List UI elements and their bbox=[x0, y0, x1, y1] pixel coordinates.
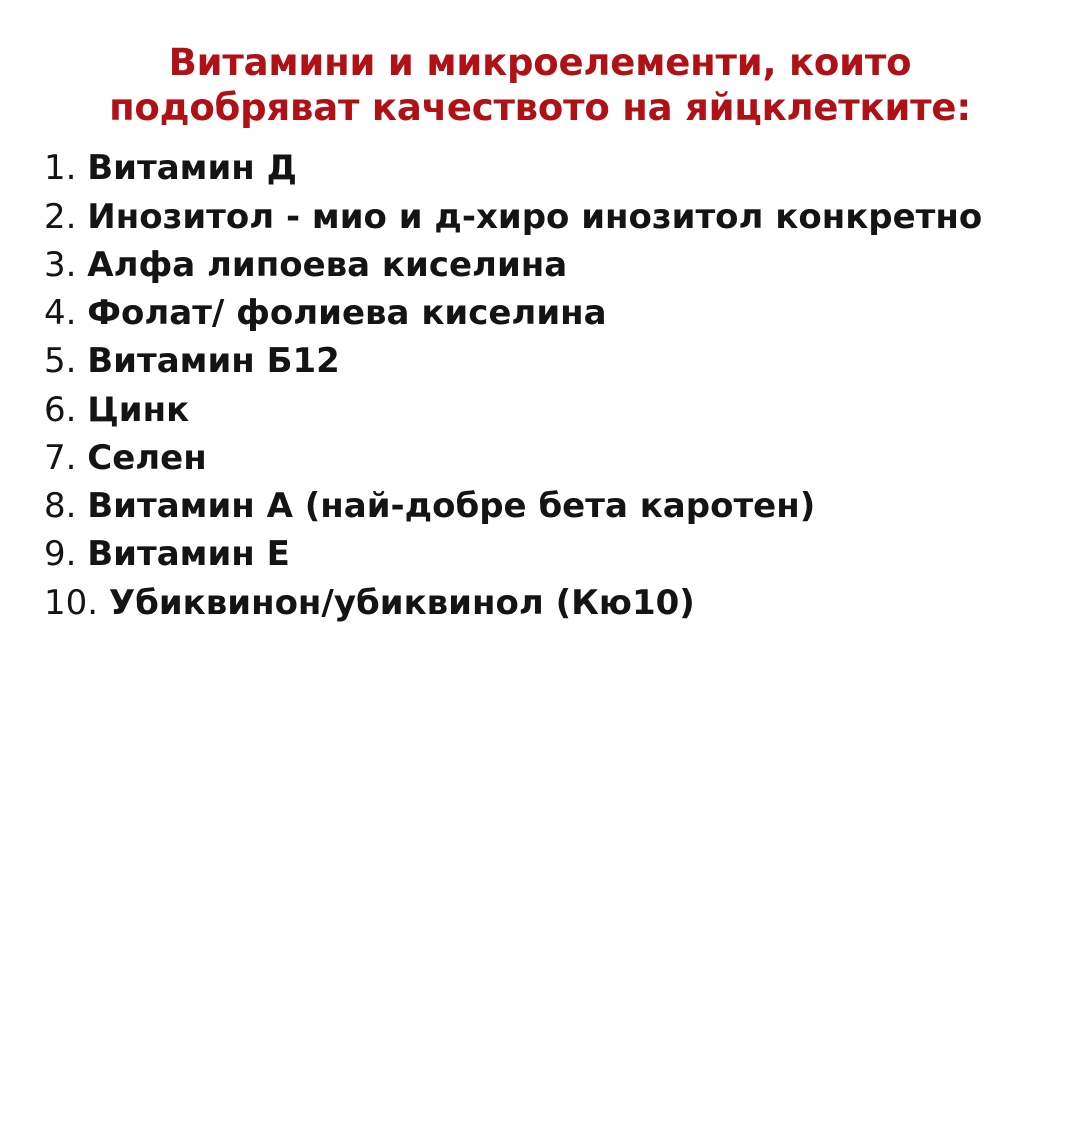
list-item bbox=[44, 386, 1036, 434]
list-item-number: 2. bbox=[44, 196, 77, 237]
list-item-label: Витамин Е bbox=[87, 534, 290, 575]
page-title-line-2: подобряват качеството на яйцклетките: bbox=[109, 86, 971, 130]
list-item bbox=[44, 144, 1036, 192]
list-item-label: Витамин Д bbox=[87, 148, 297, 189]
list-item bbox=[44, 289, 1036, 337]
list-item-number: 1. bbox=[44, 148, 77, 189]
list-item bbox=[44, 482, 1036, 530]
list-item bbox=[44, 337, 1036, 385]
vitamin-list bbox=[44, 144, 1036, 627]
page-title-line-1: Витамини и микроелементи, които bbox=[168, 41, 912, 84]
list-item-label: Фолат/ фолиева киселина bbox=[87, 293, 607, 334]
list-item-label: Убиквинон/убиквинол (Кю10) bbox=[108, 582, 695, 623]
list-item-label: Витамин А (най-добре бета каротен) bbox=[87, 486, 816, 527]
list-item-number: 10. bbox=[44, 582, 99, 623]
list-item-label: Цинк bbox=[87, 389, 190, 430]
list-item-number: 8. bbox=[44, 486, 77, 527]
list-item bbox=[44, 579, 1036, 627]
list-item bbox=[44, 193, 1036, 241]
list-item bbox=[44, 241, 1036, 289]
list-item-number: 6. bbox=[44, 389, 77, 430]
list-item-number: 9. bbox=[44, 534, 77, 575]
list-item-label: Алфа липоева киселина bbox=[87, 244, 568, 285]
list-item-number: 5. bbox=[44, 341, 77, 382]
list-item-number: 4. bbox=[44, 293, 77, 334]
list-item-label: Витамин Б12 bbox=[87, 341, 340, 382]
page-title bbox=[44, 40, 1036, 130]
list-item bbox=[44, 530, 1036, 578]
list-item-label: Селен bbox=[87, 437, 207, 478]
list-item-number: 3. bbox=[44, 244, 77, 285]
list-item-number: 7. bbox=[44, 437, 77, 478]
list-item bbox=[44, 434, 1036, 482]
list-item-label: Инозитол - мио и д-хиро инозитол конкретно bbox=[87, 196, 983, 237]
